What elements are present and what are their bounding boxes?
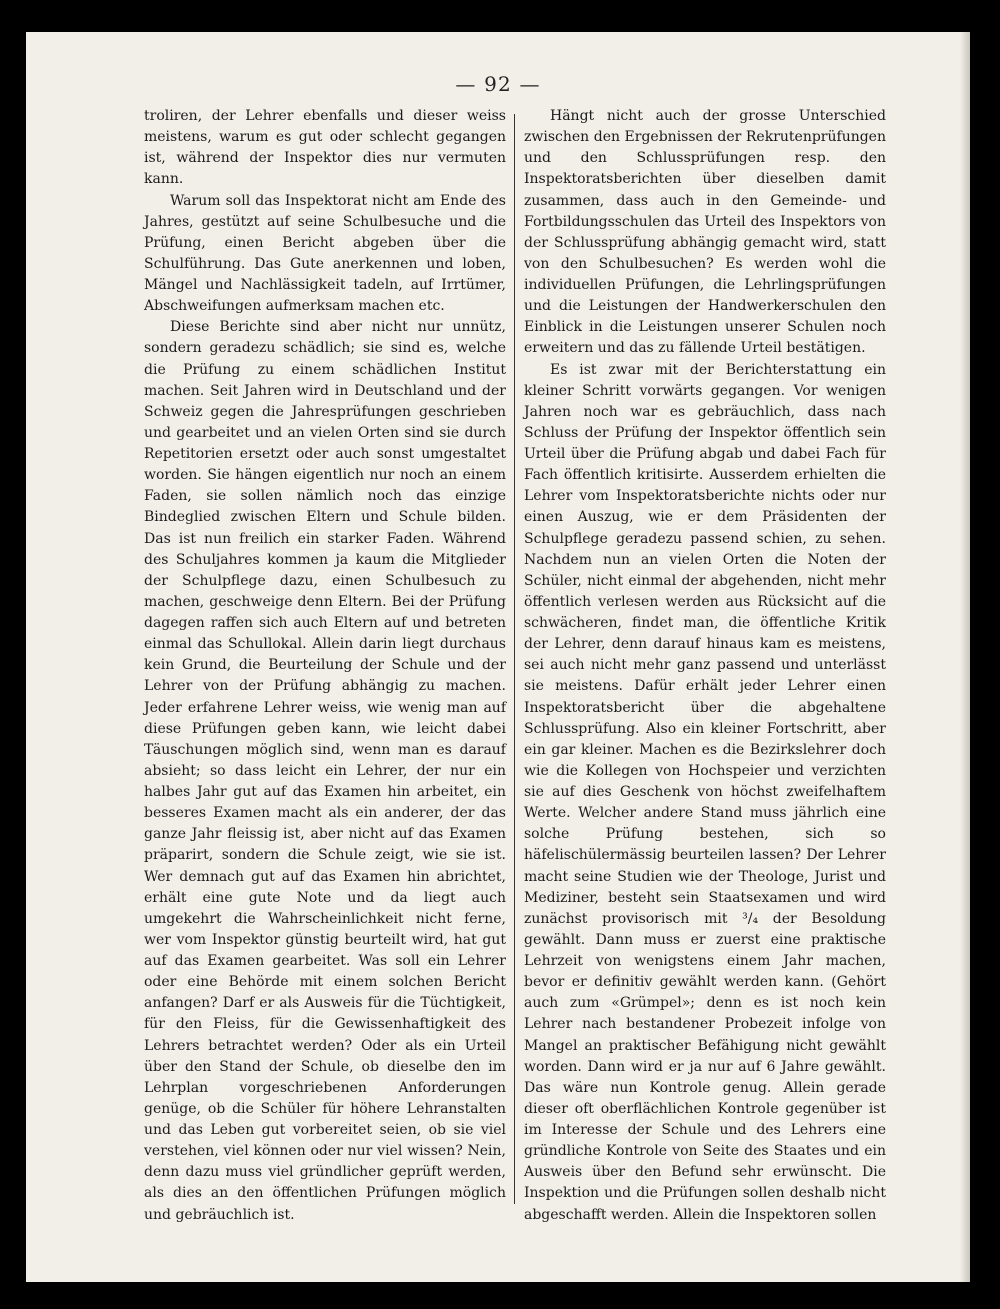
page-edge-shadow — [960, 32, 970, 1282]
paragraph: Es ist zwar mit der Berichterstattung ein kleiner Schritt vorwärts gegangen. Vor wenigen Jahren noch war es gebräuchlich, dass nach Schluss der Prüfung der Inspektor öffentlich sein Urteil über die Prüfung abgab und dabei Fach für Fach öffentlich kritisirte. Ausserdem erhielten die Lehrer vom Inspektoratsberichte nichts oder nur einen Auszug, wie er dem Präsidenten der Schulpflege geradezu passend schien, zu sehen. Nachdem nun an vielen Orten die Noten der Schüler, nicht einmal der abgehenden, nicht mehr öffentlich verlesen werden aus Rücksicht auf die schwächeren, findet man, die öffentliche Kritik der Lehrer, denn darauf hinaus kam es meistens, sei auch nicht mehr ganz passend und unterlässt sie meistens. Dafür erhält jeder Lehrer einen Inspektoratsbericht über die abgehaltene Schlussprüfung. Also ein kleiner Fortschritt, aber ein gar kleiner. Machen es die Bezirkslehrer doch wie die Kollegen von Hochspeier und verzichten sie auf dies Geschenk von höchst zweifelhaftem Werte. Welcher andere Stand muss jährlich eine solche Prüfung bestehen, sich so häfelischülermässig beurteilen lassen? Der Lehrer macht seine Studien wie der Theologe, Jurist und Mediziner, besteht sein Staatsexamen und wird zunächst provisorisch mit ³/₄ der Besoldung gewählt. Dann muss er zuerst eine praktische Lehrzeit von wenigstens einem Jahr machen, bevor er definitiv gewählt werden kann. (Gehört auch zum «Grümpel»; denn es ist noch kein Lehrer nach bestandener Probezeit infolge von Mangel an praktischer Befähigung nicht gewählt worden. Dann wird er ja nur auf 6 Jahre gewählt. Das wäre nun Kontrole genug. Allein gerade dieser oft oberflächlichen Kontrole gegenüber ist im Interesse der Schule und des Lehrers eine gründliche Kontrole von Seite des Staates und ein Ausweis über den Befund sehr erwünscht. Die Inspektion und die Prüfungen sollen deshalb nicht abgeschafft werden. Allein die Inspektoren sollen — [524, 361, 886, 1223]
page-number: — 92 — — [455, 72, 541, 96]
paragraph: Warum soll das Inspektorat nicht am Ende des Jahres, gestützt auf seine Schulbesuche und die Prüfung, einen Bericht abgeben über die Schulführung. Das Gute anerkennen und loben, Mängel und Nachlässigkeit tadeln, auf Irrtümer, Abschweifungen aufmerksam machen etc. — [144, 192, 506, 315]
scanned-page — [26, 32, 970, 1282]
right-column — [524, 106, 886, 1226]
paragraph: Diese Berichte sind aber nicht nur unnütz, sondern geradezu schädlich; sie sind es, welche die Prüfung zu einem schädlichen Institut machen. Seit Jahren wird in Deutschland und der Schweiz gegen die Jahresprüfungen geschrieben und gearbeitet und an vielen Orten sind sie durch Repetitorien ersetzt oder auch sonst umgestaltet worden. Sie hängen eigentlich nur noch an einem Faden, sie sollen nämlich noch das einzige Bindeglied zwischen Eltern und Schule bilden. Das ist nun freilich ein starker Faden. Während des Schuljahres kommen ja kaum die Mitglieder der Schulpflege dazu, einen Schulbesuch zu machen, geschweige denn Eltern. Bei der Prüfung dagegen raffen sich auch Eltern auf und betreten einmal das Schullokal. Allein darin liegt durchaus kein Grund, die Beurteilung der Schule und der Lehrer von der Prüfung abhängig zu machen. Jeder erfahrene Lehrer weiss, wie wenig man auf diese Prüfungen geben kann, wie leicht dabei Täuschungen möglich sind, wenn man es darauf absieht; so dass leicht ein Lehrer, der nur ein halbes Jahr gut auf das Examen hin arbeitet, ein besseres Examen macht als ein anderer, der das ganze Jahr fleissig ist, aber nicht auf das Examen präparirt, sondern die Schule zeigt, wie sie ist. Wer demnach gut auf das Examen hin abrichtet, erhält eine gute Note und da liegt auch umgekehrt die Wahrscheinlichkeit nicht ferne, wer vom Inspektor günstig beurteilt wird, hat gut auf das Examen gearbeitet. Was soll ein Lehrer oder eine Behörde mit einem solchen Bericht anfangen? Darf er als Ausweis für die Tüchtigkeit, für den Fleiss, für die Gewissenhaftigkeit des Lehrers betrachtet werden? Oder als ein Urteil über den Stand der Schule, ob dieselbe den im Lehrplan vorgeschriebenen Anforderungen genüge, ob die Schüler für höhere Lehranstalten und das Leben gut vorbereitet seien, ob sie viel verstehen, viel können oder nur viel wissen? Nein, denn dazu muss viel gründlicher geprüft werden, als dies an den öffentlichen Prüfungen möglich und gebräuchlich ist. — [144, 319, 506, 1223]
paragraph: Hängt nicht auch der grosse Unterschied zwischen den Ergebnissen der Rekrutenprüfungen und den Schlussprüfungen resp. den Inspektoratsberichten über dieselben damit zusammen, dass auch in den Gemeinde- und Fortbildungsschulen das Urteil des Inspektors von der Schlussprüfung abhängig gemacht wird, statt von den Schulbesuchen? Es werden wohl die individuellen Prüfungen, die Lehrlingsprüfungen und die Leistungen der Handwerkerschulen den Einblick in die Leistungen unserer Schulen noch erweitern und das zu fällende Urteil bestätigen. — [524, 108, 886, 357]
paragraph: troliren, der Lehrer ebenfalls und dieser weiss meistens, warum es gut oder schlecht gegangen ist, während der Inspektor dies nur vermuten kann. — [144, 108, 506, 188]
left-column — [144, 106, 506, 1226]
column-divider — [514, 114, 515, 1204]
